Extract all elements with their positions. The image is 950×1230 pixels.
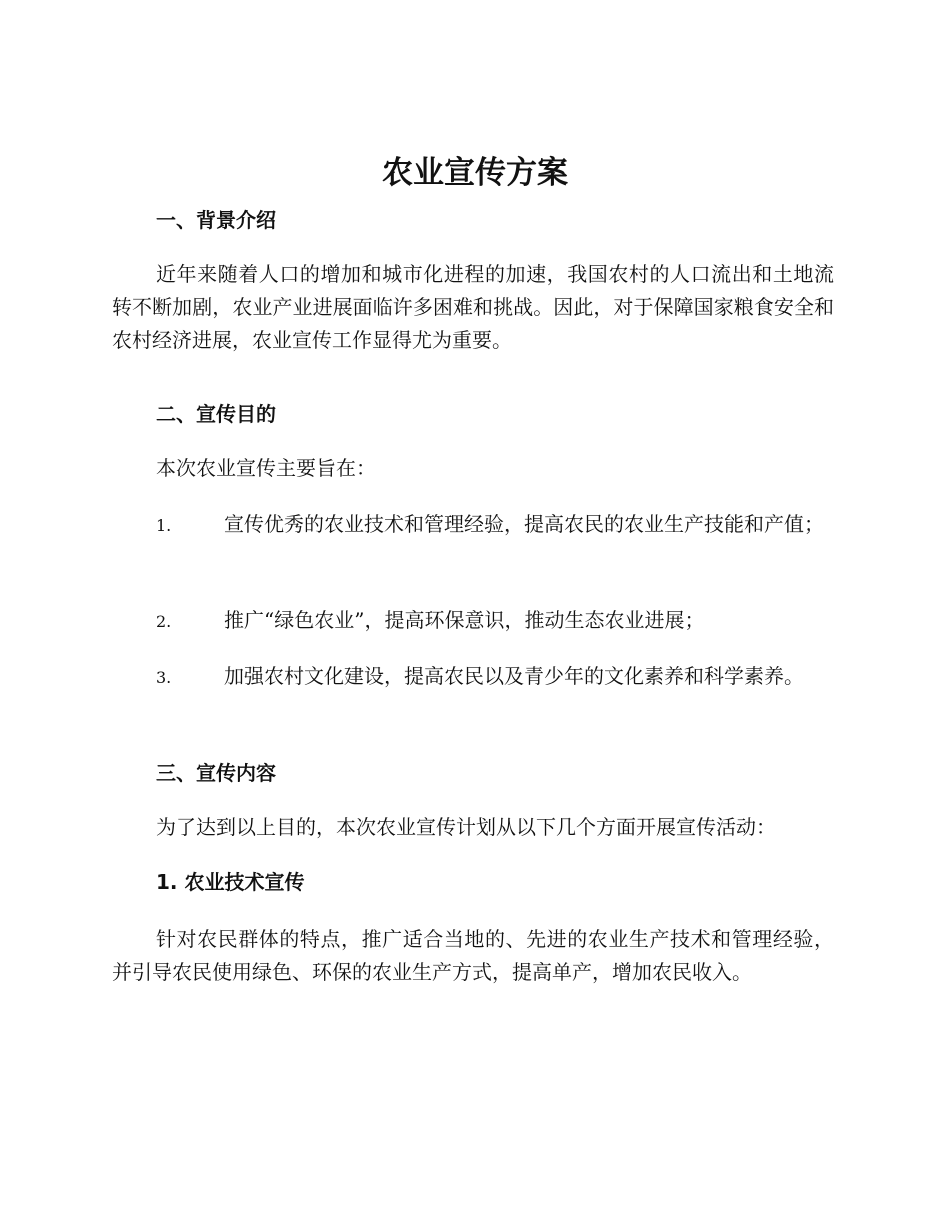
- purpose-item-3: [112, 660, 834, 694]
- list-number: 3.: [156, 668, 172, 687]
- section-heading-purpose: 二、宣传目的: [156, 402, 276, 426]
- list-item-text: 加强农村文化建设，提高农民以及青少年的文化素养和科学素养。: [224, 664, 804, 688]
- purpose-intro: 本次农业宣传主要旨在：: [156, 456, 376, 480]
- document-title: 农业宣传方案: [382, 155, 568, 191]
- list-item-text: 宣传优秀的农业技术和管理经验，提高农民的农业生产技能和产值；: [224, 512, 824, 536]
- background-paragraph: 近年来随着人口的增加和城市化进程的加速，我国农村的人口流出和土地流转不断加剧，农业产业进展面临许多困难和挑战。因此，对于保障国家粮食安全和农村经济进展，农业宣传工作显得尤为重要。: [112, 262, 834, 352]
- list-item-text: 推广“绿色农业”，提高环保意识，推动生态农业进展；: [224, 608, 705, 632]
- subsection-heading-agri-tech: 1. 农业技术宣传: [156, 870, 305, 894]
- list-number: 2.: [156, 612, 172, 631]
- purpose-item-1: [112, 508, 834, 542]
- section-heading-content: 三、宣传内容: [156, 761, 276, 785]
- agri-tech-paragraph: 针对农民群体的特点，推广适合当地的、先进的农业生产技术和管理经验，并引导农民使用绿色、环保的农业生产方式，提高单产，增加农民收入。: [112, 927, 834, 984]
- purpose-item-2: [112, 604, 834, 638]
- content-intro: 为了达到以上目的，本次农业宣传计划从以下几个方面开展宣传活动：: [156, 815, 776, 839]
- list-number: 1.: [156, 516, 172, 535]
- section-heading-background: 一、背景介绍: [156, 208, 276, 232]
